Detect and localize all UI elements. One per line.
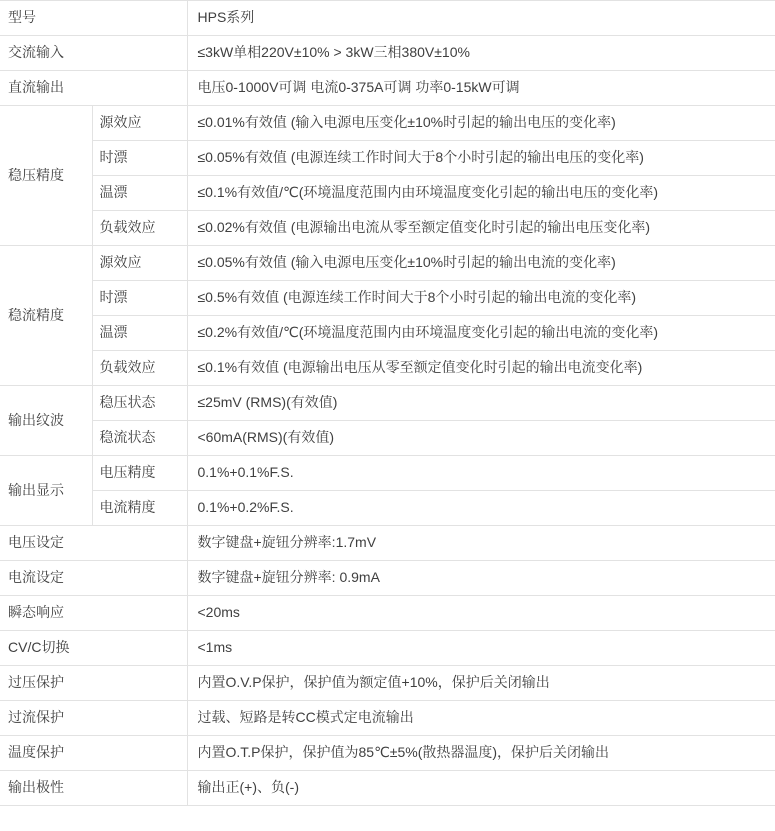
row-value: 输出正(+)、负(-) bbox=[187, 771, 775, 806]
row-display-voltage-accuracy bbox=[0, 456, 775, 491]
sub-label: 温漂 bbox=[92, 316, 187, 351]
row-value: <20ms bbox=[187, 596, 775, 631]
group-label-current-regulation: 稳流精度 bbox=[0, 246, 92, 386]
row-value: 0.1%+0.2%F.S. bbox=[187, 491, 775, 526]
row-value: ≤0.01%有效值 (输入电源电压变化±10%时引起的输出电压的变化率) bbox=[187, 106, 775, 141]
row-ac-input bbox=[0, 36, 775, 71]
row-label: 瞬态响应 bbox=[0, 596, 187, 631]
row-output-polarity bbox=[0, 771, 775, 806]
row-value: ≤0.05%有效值 (输入电源电压变化±10%时引起的输出电流的变化率) bbox=[187, 246, 775, 281]
row-voltage-regulation-source-effect bbox=[0, 106, 775, 141]
row-value: ≤0.02%有效值 (电源输出电流从零至额定值变化时引起的输出电压变化率) bbox=[187, 211, 775, 246]
row-over-voltage-protection bbox=[0, 666, 775, 701]
group-label-voltage-regulation: 稳压精度 bbox=[0, 106, 92, 246]
row-value: ≤0.1%有效值/℃(环境温度范围内由环境温度变化引起的输出电压的变化率) bbox=[187, 176, 775, 211]
group-label-output-display: 输出显示 bbox=[0, 456, 92, 526]
row-dc-output bbox=[0, 71, 775, 106]
group-label-output-ripple: 输出纹波 bbox=[0, 386, 92, 456]
row-label: 电流设定 bbox=[0, 561, 187, 596]
row-label: CV/C切换 bbox=[0, 631, 187, 666]
row-over-current-protection bbox=[0, 701, 775, 736]
row-value: 数字键盘+旋钮分辨率: 0.9mA bbox=[187, 561, 775, 596]
row-label: 输出极性 bbox=[0, 771, 187, 806]
row-value: ≤0.2%有效值/℃(环境温度范围内由环境温度变化引起的输出电流的变化率) bbox=[187, 316, 775, 351]
sub-label: 稳流状态 bbox=[92, 421, 187, 456]
row-label: 过压保护 bbox=[0, 666, 187, 701]
sub-label: 负载效应 bbox=[92, 351, 187, 386]
row-current-regulation-source-effect bbox=[0, 246, 775, 281]
row-voltage-regulation-load-effect bbox=[0, 211, 775, 246]
row-value: HPS系列 bbox=[187, 1, 775, 36]
row-label: 电压设定 bbox=[0, 526, 187, 561]
row-cv-cc-switch bbox=[0, 631, 775, 666]
row-model bbox=[0, 1, 775, 36]
sub-label: 源效应 bbox=[92, 106, 187, 141]
row-voltage-regulation-time-drift bbox=[0, 141, 775, 176]
row-label: 交流输入 bbox=[0, 36, 187, 71]
row-display-current-accuracy bbox=[0, 491, 775, 526]
row-value: ≤0.5%有效值 (电源连续工作时间大于8个小时引起的输出电流的变化率) bbox=[187, 281, 775, 316]
sub-label: 负载效应 bbox=[92, 211, 187, 246]
sub-label: 时漂 bbox=[92, 281, 187, 316]
row-voltage-regulation-temp-drift bbox=[0, 176, 775, 211]
sub-label: 稳压状态 bbox=[92, 386, 187, 421]
row-value: 过载、短路是转CC模式定电流输出 bbox=[187, 701, 775, 736]
row-current-setting bbox=[0, 561, 775, 596]
row-label: 型号 bbox=[0, 1, 187, 36]
row-value: ≤25mV (RMS)(有效值) bbox=[187, 386, 775, 421]
row-label: 直流输出 bbox=[0, 71, 187, 106]
row-value: 数字键盘+旋钮分辨率:1.7mV bbox=[187, 526, 775, 561]
spec-table-body bbox=[0, 1, 775, 806]
row-label: 过流保护 bbox=[0, 701, 187, 736]
row-value: ≤0.05%有效值 (电源连续工作时间大于8个小时引起的输出电压的变化率) bbox=[187, 141, 775, 176]
row-current-regulation-load-effect bbox=[0, 351, 775, 386]
row-value: 内置O.T.P保护，保护值为85℃±5%(散热器温度)，保护后关闭输出 bbox=[187, 736, 775, 771]
row-value: 电压0-1000V可调 电流0-375A可调 功率0-15kW可调 bbox=[187, 71, 775, 106]
row-value: <1ms bbox=[187, 631, 775, 666]
row-label: 温度保护 bbox=[0, 736, 187, 771]
row-current-regulation-temp-drift bbox=[0, 316, 775, 351]
row-ripple-cc bbox=[0, 421, 775, 456]
row-current-regulation-time-drift bbox=[0, 281, 775, 316]
row-ripple-cv bbox=[0, 386, 775, 421]
row-value: 内置O.V.P保护，保护值为额定值+10%，保护后关闭输出 bbox=[187, 666, 775, 701]
sub-label: 源效应 bbox=[92, 246, 187, 281]
row-transient-response bbox=[0, 596, 775, 631]
sub-label: 时漂 bbox=[92, 141, 187, 176]
row-voltage-setting bbox=[0, 526, 775, 561]
row-over-temperature-protection bbox=[0, 736, 775, 771]
row-value: 0.1%+0.1%F.S. bbox=[187, 456, 775, 491]
sub-label: 电压精度 bbox=[92, 456, 187, 491]
sub-label: 温漂 bbox=[92, 176, 187, 211]
row-value: ≤3kW单相220V±10% > 3kW三相380V±10% bbox=[187, 36, 775, 71]
row-value: ≤0.1%有效值 (电源输出电压从零至额定值变化时引起的输出电流变化率) bbox=[187, 351, 775, 386]
sub-label: 电流精度 bbox=[92, 491, 187, 526]
row-value: <60mA(RMS)(有效值) bbox=[187, 421, 775, 456]
